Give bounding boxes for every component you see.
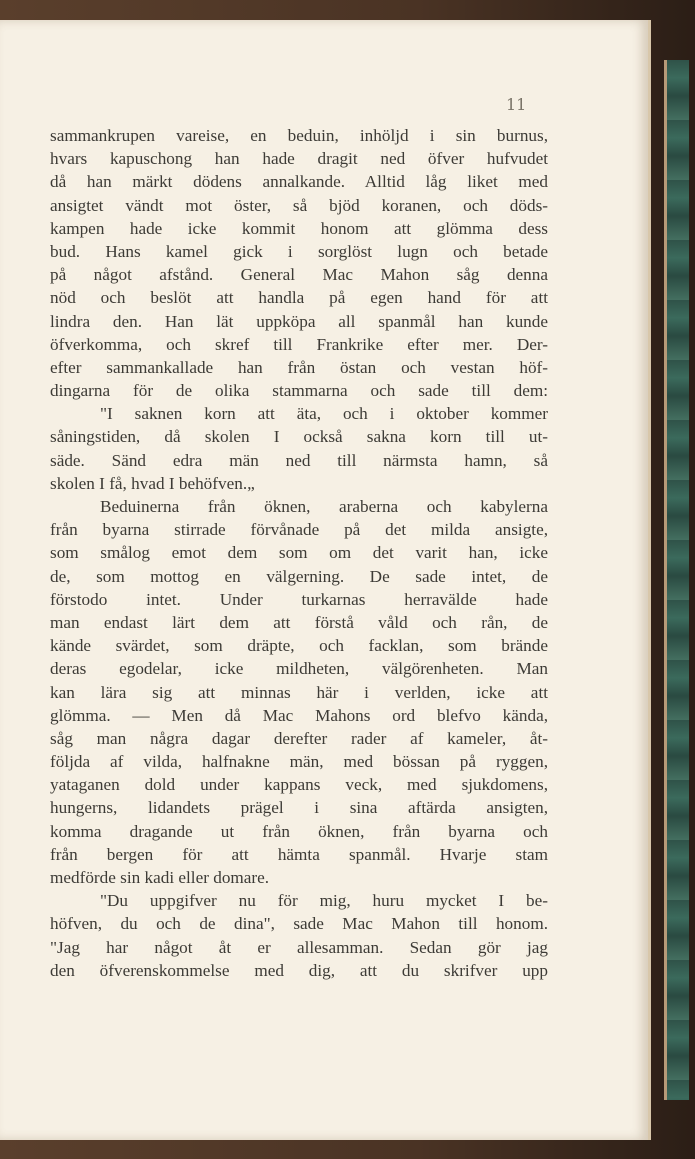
text-line: från bergen för att hämta spanmål. Hvarje stam (50, 844, 548, 864)
text-line: de, som mottog en välgerning. De sade intet, de (50, 566, 548, 586)
text-line: förstodo intet. Under turkarnas herravälde hade (50, 589, 548, 609)
text-line: den öfverenskommelse med dig, att du skrifver upp (50, 960, 548, 980)
text-line: såningstiden, då skolen I också sakna korn till ut- (50, 427, 548, 447)
text-line: dingarna för de olika stammarna och sade till dem: (50, 381, 548, 401)
text-line: hvars kapuschong han hade dragit ned öfver hufvudet (50, 149, 548, 169)
text-line: nöd och beslöt att handla på egen hand för att (50, 288, 548, 308)
text-line: höfven, du och de dina", sade Mac Mahon till honom. (50, 914, 548, 934)
text-line: säde. Sänd edra män ned till närmsta hamn, så (50, 450, 548, 470)
text-line: kampen hade icke kommit honom att glömma dess (50, 218, 548, 238)
text-line: Beduinerna från öknen, araberna och kabylerna (100, 497, 548, 516)
text-line: såg man några dagar derefter rader af kameler, åt- (50, 728, 548, 748)
text-line: deras egodelar, icke mildheten, välgörenheten. Man (50, 659, 548, 679)
text-line: sammankrupen vareise, en beduin, inhöljd i sin burnus, (50, 126, 548, 145)
text-line: komma dragande ut från öknen, från byarna och (50, 821, 548, 841)
text-line: på något afstånd. General Mac Mahon såg denna (50, 265, 548, 285)
text-line: medförde sin kadi eller domare. (50, 868, 270, 887)
text-line: man endast lärt dem att förstå våld och rån, de (50, 612, 548, 632)
text-line: följda af vilda, halfnakne män, med bössan på ryggen, (50, 752, 548, 772)
text-line: ansigtet vändt mot öster, så bjöd koranen, och döds- (50, 195, 548, 215)
text-line: "Jag har något åt er allesamman. Sedan gör jag (50, 937, 548, 957)
text-line: "Du uppgifver nu för mig, huru mycket I be- (100, 891, 548, 911)
text-line: skolen I få, hvad I behöfven.„ (50, 473, 255, 493)
text-line: kände svärdet, som dräpte, och facklan, som brände (50, 636, 548, 656)
text-line: "I saknen korn att äta, och i oktober kommer (100, 404, 548, 424)
book-edge (664, 60, 689, 1100)
text-line: lindra den. Han lät uppköpa all spanmål han kunde (50, 311, 548, 331)
body-text (50, 124, 548, 982)
text-line: yataganen dold under kappans veck, med sjukdomens, (50, 775, 548, 795)
text-line: bud. Hans kamel gick i sorglöst lugn och betade (50, 241, 548, 261)
text-line: hungerns, lidandets prägel i sina aftärda ansigten, (50, 798, 548, 818)
text-line: kan lära sig att minnas här i verlden, icke att (50, 682, 548, 702)
text-line: som smålog emot dem som om det varit han, icke (50, 543, 548, 563)
text-line: efter sammankallade han från östan och vestan höf- (50, 357, 548, 377)
page-number: 11 (506, 95, 527, 114)
text-line: då han märkt dödens annalkande. Alltid låg liket med (50, 172, 548, 192)
text-line: öfverkomma, och skref till Frankrike efter mer. Der- (50, 334, 548, 354)
text-line: från byarna stirrade förvånade på det milda ansigte, (50, 520, 548, 540)
text-line: glömma. — Men då Mac Mahons ord blefvo kända, (50, 705, 548, 725)
